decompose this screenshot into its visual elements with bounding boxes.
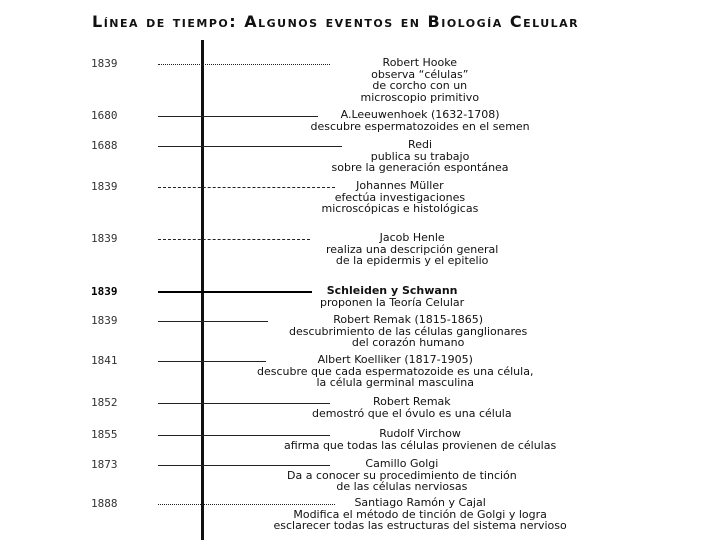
event-description-line: efectúa investigaciones [334, 190, 466, 204]
event-scientist: Camillo Golgi [365, 457, 439, 470]
event-tick-line [158, 361, 266, 362]
event-description-line: observa “células” [371, 67, 469, 81]
event-description [284, 428, 556, 451]
event-description-line: del corazón humano [351, 336, 465, 349]
event-scientist: Robert Remak (1815-1865) [333, 313, 483, 326]
event-description [332, 139, 509, 174]
event-scientist: A.Leeuwenhoek (1632-1708) [340, 108, 500, 121]
event-year: 1873 [91, 458, 118, 471]
event-description-line: de las células nerviosas [336, 480, 468, 493]
event-tick-line [158, 321, 268, 322]
event-year: 1688 [91, 139, 118, 152]
event-description [257, 354, 533, 389]
event-description-line: descubre espermatozoides en el semen [310, 119, 530, 133]
event-description [326, 232, 498, 267]
event-description-line: Da a conocer su procedimiento de tinción [287, 468, 517, 482]
event-tick-line [158, 64, 330, 65]
event-description [320, 285, 464, 308]
event-description-line: de la epidermis y el epitelio [335, 254, 489, 267]
event-description-line: realiza una descripción general [326, 242, 499, 256]
event-scientist: Santiago Ramón y Cajal [354, 496, 486, 509]
event-description [322, 180, 479, 215]
event-tick-line [158, 403, 330, 404]
event-description-line: descubre que cada espermatozoide es una célula, [257, 364, 534, 378]
event-description-line: de corcho con un [372, 79, 468, 92]
event-description-line: microscopio primitivo [360, 90, 480, 104]
event-description-line: afirma que todas las células provienen de células [284, 438, 557, 452]
event-year: 1855 [91, 428, 118, 441]
event-year: 1852 [91, 396, 118, 409]
event-year: 1839 [91, 314, 118, 327]
event-scientist: Robert Remak [372, 395, 451, 408]
event-description [311, 109, 530, 132]
event-description-line: descubrimiento de las células ganglionares [289, 324, 528, 338]
event-tick-line [158, 146, 342, 147]
event-scientist: Johannes Müller [356, 179, 444, 192]
event-year: 1839 [91, 57, 118, 70]
event-scientist: Albert Koelliker (1817-1905) [317, 353, 473, 366]
event-year: 1888 [91, 497, 118, 510]
event-description-line: sobre la generación espontánea [331, 161, 509, 174]
event-description-line: microscópicas e histológicas [321, 202, 479, 215]
event-tick-line [158, 116, 318, 117]
event-scientist: Schleiden y Schwann [326, 284, 458, 297]
event-description-line: esclarecer todas las estructuras del sistema nervioso [273, 519, 567, 532]
event-tick-line [158, 291, 312, 293]
event-scientist: Jacob Henle [379, 231, 445, 244]
event-tick-line [158, 239, 310, 240]
event-description-line: la célula germinal masculina [316, 376, 475, 389]
event-description [312, 396, 512, 419]
event-year: 1839 [91, 180, 118, 193]
event-year: 1839 [91, 232, 118, 245]
event-description-line: demostró que el óvulo es una célula [312, 406, 512, 420]
event-scientist: Robert Hooke [382, 56, 457, 69]
event-scientist: Redi [408, 138, 433, 151]
event-description [289, 314, 527, 349]
timeline-title: Línea de tiempo: Algunos eventos en Biología Celular [92, 12, 580, 31]
event-tick-line [158, 187, 335, 188]
event-year: 1680 [91, 109, 118, 122]
event-description [274, 497, 567, 532]
event-description-line: proponen la Teoría Celular [320, 295, 465, 309]
event-year: 1839 [91, 285, 118, 298]
event-description [287, 458, 517, 493]
event-scientist: Rudolf Virchow [379, 427, 461, 440]
event-description-line: Modifica el método de tinción de Golgi y logra [293, 507, 547, 521]
event-year: 1841 [91, 354, 118, 367]
event-description [361, 57, 480, 103]
event-description-line: publica su trabajo [370, 149, 470, 163]
